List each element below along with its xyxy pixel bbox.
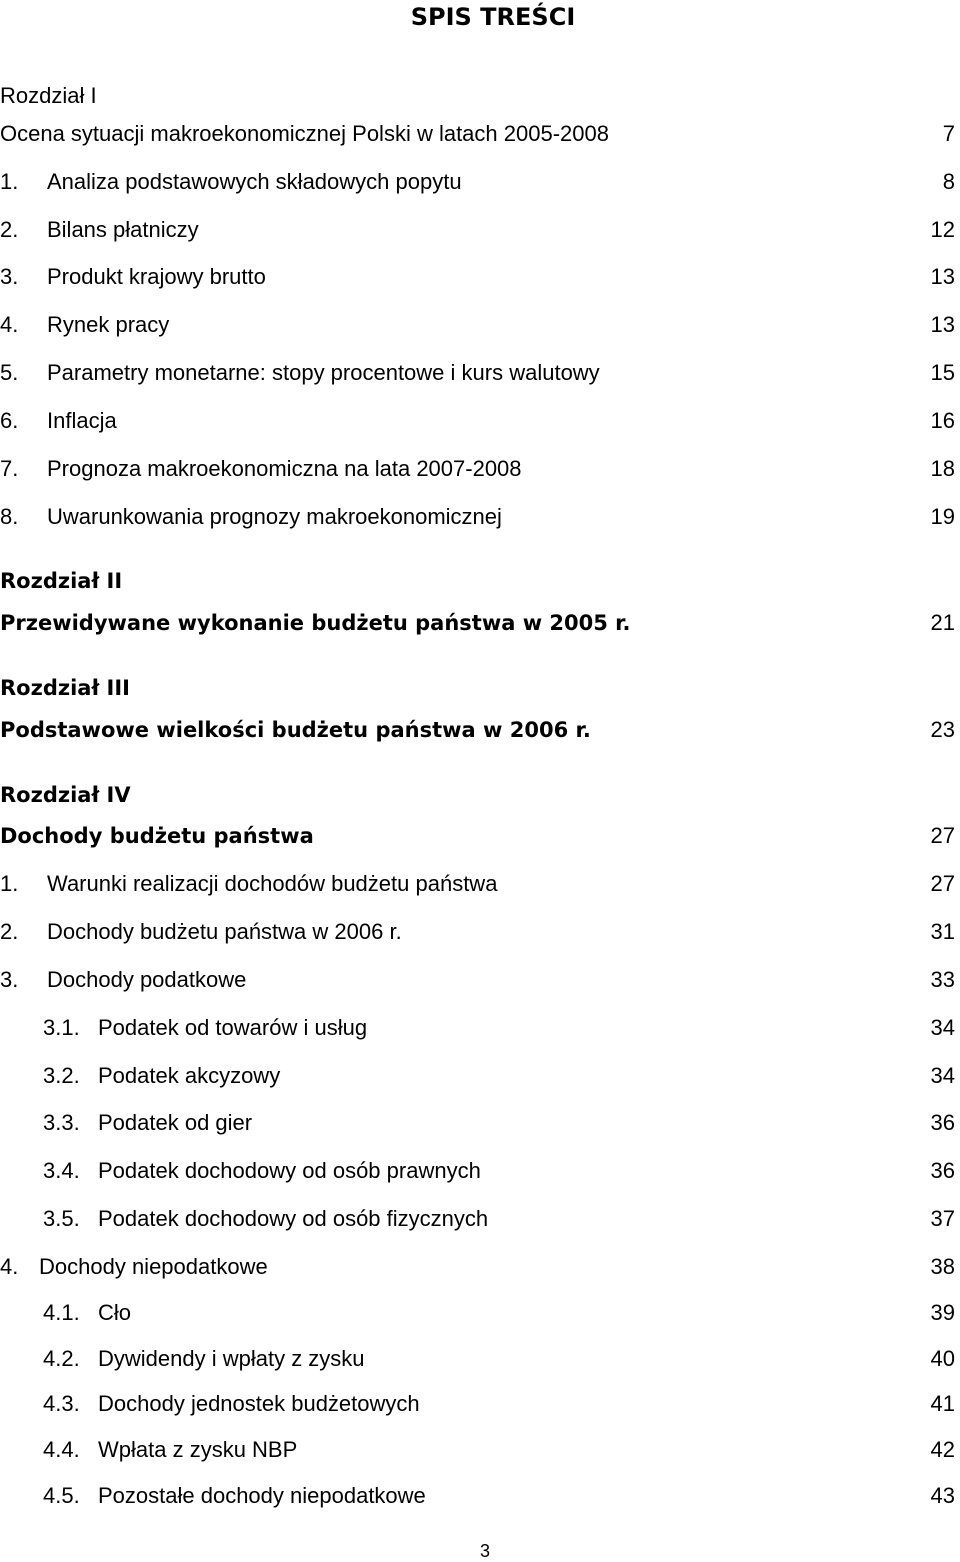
toc-entry[interactable] bbox=[0, 1061, 955, 1091]
entry-number: 3.4. bbox=[43, 1158, 80, 1183]
toc-entry[interactable] bbox=[0, 358, 955, 388]
page-number: 39 bbox=[930, 1300, 955, 1325]
chapter-title: Przewidywane wykonanie budżetu państwa w 2005 r. bbox=[0, 611, 631, 635]
toc-entry[interactable] bbox=[0, 1435, 955, 1465]
entry-number: 7. bbox=[0, 456, 19, 481]
page-number: 27 bbox=[930, 871, 955, 896]
chapter-title: Podstawowe wielkości budżetu państwa w 2006 r. bbox=[0, 718, 591, 742]
entry-label: Podatek dochodowy od osób prawnych bbox=[98, 1158, 481, 1183]
page-number: 43 bbox=[930, 1483, 955, 1508]
page-number: 34 bbox=[930, 1015, 955, 1040]
entry-number: 3.5. bbox=[43, 1206, 80, 1231]
entry-label: Cło bbox=[98, 1300, 132, 1325]
page-number: 18 bbox=[930, 456, 955, 481]
page-number: 23 bbox=[930, 717, 955, 742]
entry-label: Analiza podstawowych składowych popytu bbox=[47, 169, 462, 194]
entry-number: 4.3. bbox=[43, 1391, 80, 1416]
page-number: 8 bbox=[942, 169, 955, 194]
entry-number: 4.1. bbox=[43, 1300, 80, 1325]
entry-number: 4.2. bbox=[43, 1346, 80, 1371]
toc-entry[interactable] bbox=[0, 454, 955, 484]
page-number: 16 bbox=[930, 408, 955, 433]
page-number: 13 bbox=[930, 264, 955, 289]
entry-label: Pozostałe dochody niepodatkowe bbox=[98, 1483, 426, 1508]
entry-label: Podatek od gier bbox=[98, 1110, 253, 1135]
entry-label: Inflacja bbox=[47, 408, 117, 433]
entry-number: 8. bbox=[0, 504, 19, 529]
toc-entry[interactable] bbox=[0, 965, 955, 995]
page-number: 33 bbox=[930, 967, 955, 992]
entry-label: Parametry monetarne: stopy procentowe i kurs walutowy bbox=[47, 360, 600, 385]
entry-number: 4.4. bbox=[43, 1437, 80, 1462]
chapter-heading bbox=[0, 780, 955, 810]
entry-label: Podatek dochodowy od osób fizycznych bbox=[98, 1206, 489, 1231]
chapter-heading-label: Rozdział I bbox=[0, 83, 97, 108]
entry-number: 4. bbox=[0, 312, 19, 337]
chapter-heading-label: Rozdział III bbox=[0, 676, 130, 700]
chapter-title: Dochody budżetu państwa bbox=[0, 824, 314, 848]
toc-entry[interactable] bbox=[0, 406, 955, 436]
toc-entry-chapter-title[interactable] bbox=[0, 608, 955, 638]
page-number: 15 bbox=[930, 360, 955, 385]
page-number: 27 bbox=[930, 823, 955, 848]
toc-entry-chapter-title[interactable] bbox=[0, 821, 955, 851]
entry-number: 3.2. bbox=[43, 1063, 80, 1088]
toc-entry[interactable] bbox=[0, 262, 955, 292]
page-number: 37 bbox=[930, 1206, 955, 1231]
entry-label: Prognoza makroekonomiczna na lata 2007-2008 bbox=[47, 456, 522, 481]
toc-entry-chapter-title[interactable] bbox=[0, 715, 955, 745]
toc-entry[interactable] bbox=[0, 1156, 955, 1186]
toc-entry[interactable] bbox=[0, 1344, 955, 1374]
entry-label: Bilans płatniczy bbox=[47, 217, 199, 242]
entry-number: 2. bbox=[0, 919, 19, 944]
entry-number: 5. bbox=[0, 360, 19, 385]
toc-entry[interactable] bbox=[0, 1108, 955, 1138]
chapter-heading bbox=[0, 566, 955, 596]
toc-entry[interactable] bbox=[0, 1013, 955, 1043]
entry-label: Wpłata z zysku NBP bbox=[98, 1437, 298, 1462]
entry-label: Podatek akcyzowy bbox=[98, 1063, 281, 1088]
entry-number: 3.1. bbox=[43, 1015, 80, 1040]
toc-entry[interactable] bbox=[0, 502, 955, 532]
toc-entry[interactable] bbox=[0, 869, 955, 899]
entry-number: 4.5. bbox=[43, 1483, 80, 1508]
entry-label: Dywidendy i wpłaty z zysku bbox=[98, 1346, 365, 1371]
entry-label: Dochody budżetu państwa w 2006 r. bbox=[47, 919, 402, 944]
chapter-title: Ocena sytuacji makroekonomicznej Polski w latach 2005-2008 bbox=[0, 121, 609, 146]
entry-label: Produkt krajowy brutto bbox=[47, 264, 266, 289]
page-number: 36 bbox=[930, 1158, 955, 1183]
toc-entry[interactable] bbox=[0, 1204, 955, 1234]
entry-label: Dochody niepodatkowe bbox=[39, 1254, 268, 1279]
chapter-heading-label: Rozdział IV bbox=[0, 783, 131, 807]
page-title: SPIS TREŚCI bbox=[410, 3, 576, 31]
chapter-heading bbox=[0, 673, 955, 703]
entry-number: 2. bbox=[0, 217, 19, 242]
entry-label: Uwarunkowania prognozy makroekonomicznej bbox=[47, 504, 502, 529]
page-number: 31 bbox=[930, 919, 955, 944]
entry-number: 4. bbox=[0, 1254, 19, 1279]
page-number: 21 bbox=[930, 610, 955, 635]
page-number: 38 bbox=[930, 1254, 955, 1279]
entry-number: 1. bbox=[0, 871, 19, 896]
chapter-heading-label: Rozdział II bbox=[0, 569, 123, 593]
page-number: 34 bbox=[930, 1063, 955, 1088]
page-number: 19 bbox=[930, 504, 955, 529]
entry-label: Podatek od towarów i usług bbox=[98, 1015, 368, 1040]
entry-number: 3.3. bbox=[43, 1110, 80, 1135]
page-number: 7 bbox=[942, 121, 955, 146]
page-number: 13 bbox=[930, 312, 955, 337]
toc-entry[interactable] bbox=[0, 1481, 955, 1511]
entry-number: 3. bbox=[0, 264, 19, 289]
footer-page-number: 3 bbox=[480, 1541, 491, 1561]
page-number: 42 bbox=[930, 1437, 955, 1462]
entry-label: Rynek pracy bbox=[47, 312, 170, 337]
entry-label: Warunki realizacji dochodów budżetu państwa bbox=[47, 871, 498, 896]
page-number: 12 bbox=[930, 217, 955, 242]
chapter-heading bbox=[0, 81, 955, 111]
toc-entry[interactable] bbox=[0, 917, 955, 947]
toc-entry[interactable] bbox=[0, 1252, 955, 1282]
page-number: 36 bbox=[930, 1110, 955, 1135]
entry-number: 6. bbox=[0, 408, 19, 433]
toc-entry[interactable] bbox=[0, 310, 955, 340]
entry-number: 3. bbox=[0, 967, 19, 992]
page-number: 41 bbox=[930, 1391, 955, 1416]
entry-number: 1. bbox=[0, 169, 19, 194]
entry-label: Dochody jednostek budżetowych bbox=[98, 1391, 420, 1416]
page-number: 40 bbox=[930, 1346, 955, 1371]
toc-entry[interactable] bbox=[0, 1298, 955, 1328]
toc-entry[interactable] bbox=[0, 167, 955, 197]
toc-entry-chapter-title[interactable] bbox=[0, 119, 955, 149]
entry-label: Dochody podatkowe bbox=[47, 967, 247, 992]
toc-entry[interactable] bbox=[0, 215, 955, 245]
toc-entry[interactable] bbox=[0, 1389, 955, 1419]
